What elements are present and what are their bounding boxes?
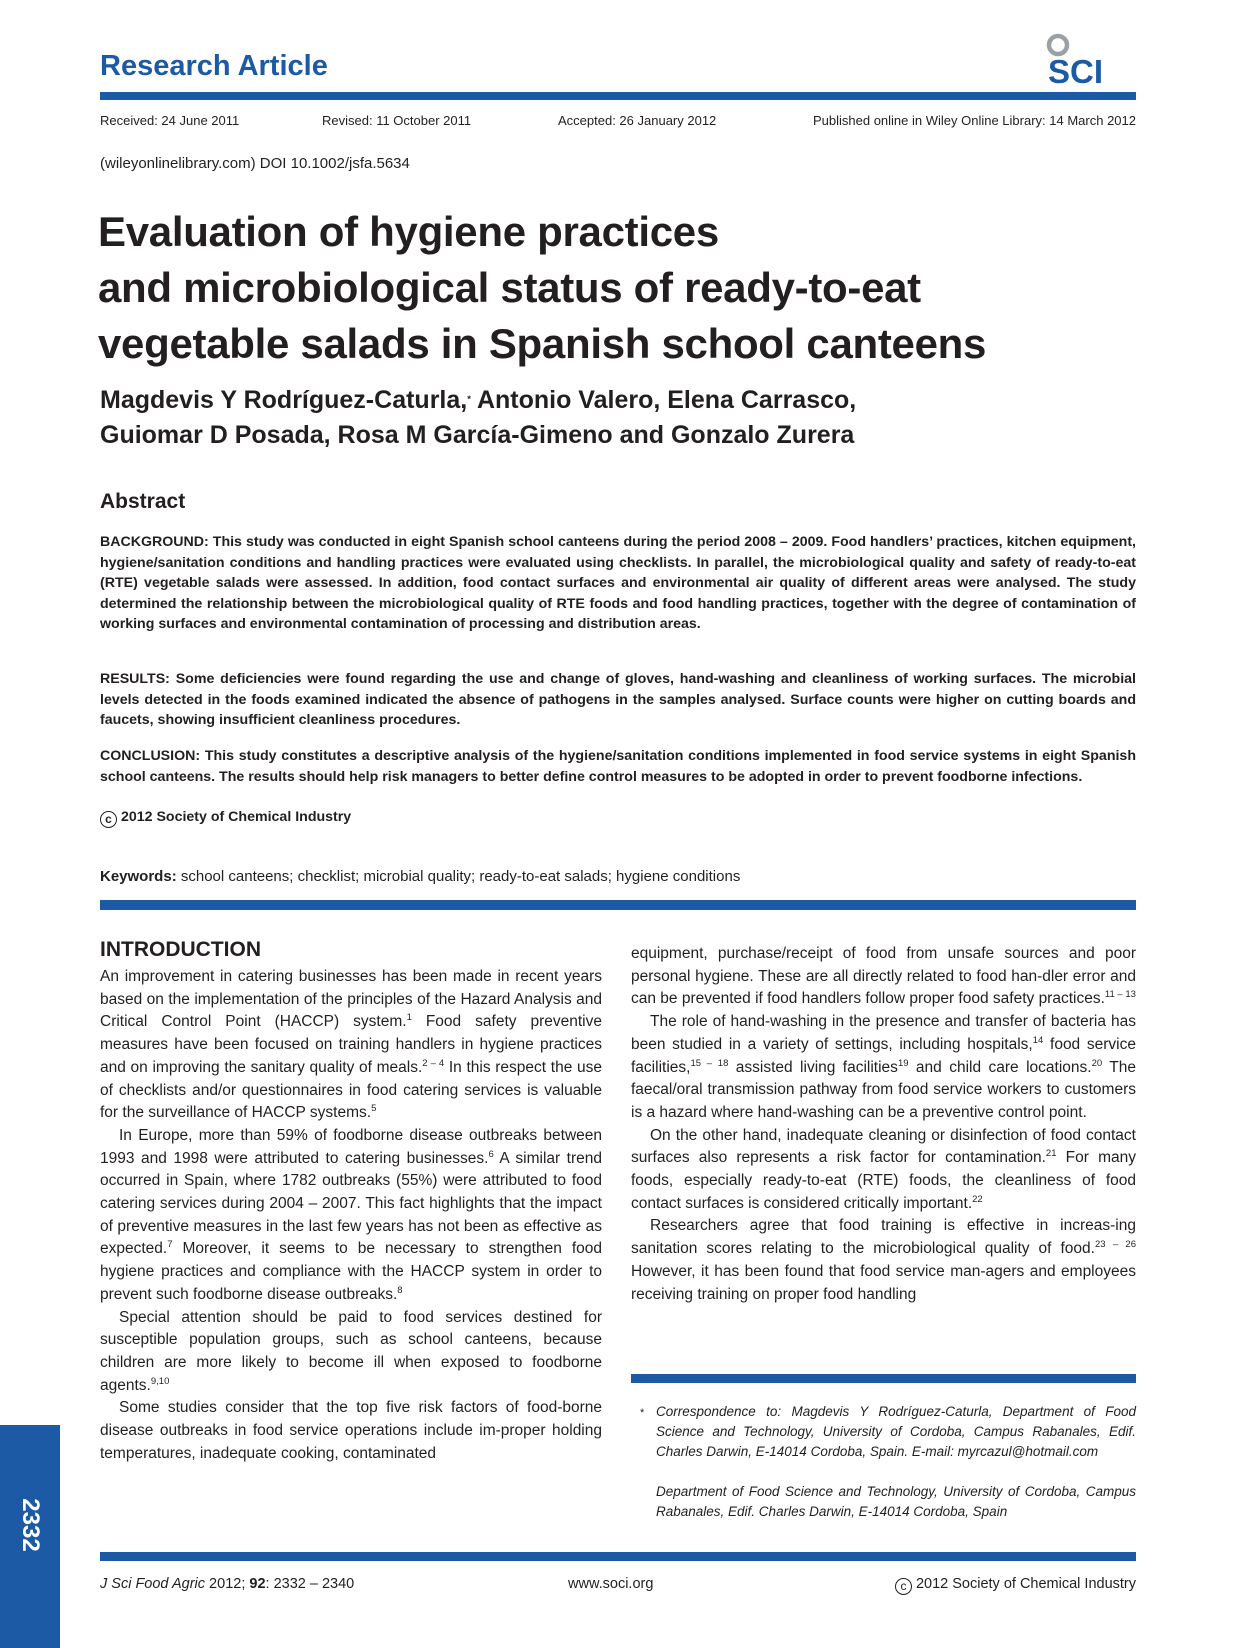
paragraph: In Europe, more than 59% of foodborne disease outbreaks between 1993 and 1998 were attributed to catering businesses.$^6$ A similar trend occurred in Spain, where 1782 outbreaks (55%) were attributed to food catering services during 2004 – 2007. This fact highlights that the impact of preventive measures in the last few years has not been as effective as expected.$^7$ Moreover, it seems to be necessary to strengthen food hygiene practices and compliance with the HACCP system in order to prevent such foodborne disease outbreaks.$^8$ — [100, 1126, 602, 1303]
corresponding-author-mark: * — [467, 394, 471, 405]
paragraph: Special attention should be paid to food services destined for susceptible population groups, such as school canteens, because children are more likely to become ill when exposed to foodborne agents.$^{9,10}$ — [100, 1308, 602, 1394]
paragraph: The role of hand-washing in the presence and transfer of bacteria has been studied in a variety of settings, including hospitals,$^{14}$ food service facilities,$^{15 - 18}$ assisted living facilities$^{19}$ and child care locations.$^{20}$ The faecal/oral transmission pathway from food service workers to customers is a hazard where hand-washing can be a preventive control point. — [631, 1013, 1136, 1121]
author-list — [100, 383, 1140, 453]
paragraph: Researchers agree that food training is effective in increas-ing sanitation scores relating to the microbiological quality of food.$^{23 - 26}$ However, it has been found that food service man-agers and employees receiving training on proper food handling — [631, 1217, 1136, 1303]
paragraph: equipment, purchase/receipt of food from unsafe sources and poor personal hygiene. These are all directly related to food han-dler error and can be prevented if food handlers follow proper food safety practices.$^{11 - 13}$ — [631, 945, 1136, 1008]
paragraph: An improvement in catering businesses has been made in recent years based on the implementation of the principles of the Hazard Analysis and Critical Control Point (HACCP) system.$^1$ Food safety preventive measures have been focused on training handlers in hygiene practices and on improving the sanitary quality of meals.$^{2 - 4}$ In this respect the use of checklists and/or questionnaires in food catering services is valuable for the surveillance of HACCP systems.$^5$ — [100, 968, 602, 1122]
revised-date: Revised: 11 October 2011 — [322, 113, 472, 128]
author-text: Guiomar D Posada, Rosa M García-Gimeno and Gonzalo Zurera — [100, 421, 855, 449]
section-rule — [100, 900, 1136, 910]
sci-logo-text: SCI — [1048, 53, 1104, 88]
copyright-text: 2012 Society of Chemical Industry — [117, 809, 352, 825]
footer-rule — [100, 1552, 1136, 1561]
copyright-symbol: c — [100, 811, 117, 828]
header-rule — [100, 92, 1136, 100]
abstract-results: RESULTS: Some deficiencies were found regarding the use and change of gloves, hand-washing and cleanliness of working surfaces. The microbial levels detected in the foods examined indicated the absence of pathogens in the samples analysed. Surface counts were higher on cutting boards and faucets, showing insufficient cleanliness procedures. — [100, 671, 1136, 728]
left-column — [100, 966, 602, 1465]
received-date: Received: 24 June 2011 — [100, 113, 240, 128]
footnote-marker: * — [640, 1407, 645, 1419]
title-line: vegetable salads in Spanish school canteens — [98, 320, 987, 367]
introduction-heading: INTRODUCTION — [100, 938, 261, 961]
sci-logo — [1036, 28, 1136, 88]
affiliation-note: Department of Food Science and Technology, University of Cordoba, Campus Rabanales, Edif. Charles Darwin, E-14014 Cordoba, Spain — [656, 1484, 1136, 1519]
footer-copyright: c 2012 Society of Chemical Industry — [895, 1576, 1136, 1595]
article-title — [98, 204, 1138, 372]
author-text: Antonio Valero, Elena Carrasco, — [470, 386, 857, 414]
keywords-text: school canteens; checklist; microbial quality; ready-to-eat salads; hygiene conditions — [176, 868, 741, 885]
article-type-label: Research Article — [100, 50, 328, 82]
article-dates — [100, 113, 1136, 131]
right-column — [631, 943, 1136, 1306]
paragraph: Some studies consider that the top five risk factors of food-borne disease outbreaks in food service operations include im-proper holding temperatures, inadequate cooking, contaminated — [100, 1399, 602, 1462]
keywords — [100, 868, 740, 885]
accepted-date: Accepted: 26 January 2012 — [558, 113, 717, 128]
title-line: Evaluation of hygiene practices — [98, 208, 719, 255]
keywords-label: Keywords: — [100, 868, 177, 885]
abstract-conclusion: CONCLUSION: This study constitutes a descriptive analysis of the hygiene/sanitation conditions implemented in food service systems in eight Spanish school canteens. The results should help risk managers to better define control measures to be adopted in order to prevent foodborne infections. — [100, 748, 1136, 785]
correspondence-note: Correspondence to: Magdevis Y Rodríguez-Caturla, Department of Food Science and Technology, University of Cordoba, Campus Rabanales, Edif. Charles Darwin, E-14014 Cordoba, Spain. E-mail: myrcazul@hotmail.com — [656, 1404, 1136, 1459]
footnote-rule — [631, 1374, 1136, 1383]
paragraph: On the other hand, inadequate cleaning or disinfection of food contact surfaces also represents a risk factor for contamination.$^{21}$ For many foods, especially ready-to-eat (RTE) foods, the cleanliness of food contact surfaces is considered critically important.$^{22}$ — [631, 1126, 1136, 1212]
abstract-copyright — [100, 807, 1136, 828]
published-date: Published online in Wiley Online Library: 14 March 2012 — [812, 113, 1136, 128]
abstract-heading: Abstract — [100, 490, 186, 513]
copyright-symbol: c — [895, 1578, 912, 1595]
author-text: Magdevis Y Rodríguez-Caturla, — [100, 386, 468, 414]
journal-volume: 92 — [249, 1576, 266, 1592]
journal-citation: J Sci Food Agric 2012; 92: 2332 – 2340 — [100, 1576, 355, 1592]
abstract-background: BACKGROUND: This study was conducted in eight Spanish school canteens during the period 2008 – 2009. Food handlers’ practices, kitchen equipment, hygiene/sanitation conditions and handling practices were evaluated using checklists. In parallel, the microbiological quality and safety of ready-to-eat (RTE) vegetable salads were assessed. In addition, food contact surfaces and environmental air quality of different areas were analysed. The study determined the relationship between the microbiological quality of RTE foods and food handling practices, together with the degree of contamination of working surfaces and environmental contamination of processing and distribution areas. — [100, 534, 1136, 632]
journal-name: J Sci Food Agric — [100, 1576, 206, 1592]
title-line: and microbiological status of ready-to-eat — [98, 264, 921, 311]
page-number: 2332 — [17, 1498, 44, 1552]
doi: (wileyonlinelibrary.com) DOI 10.1002/jsfa.5634 — [100, 155, 410, 172]
journal-website: www.soci.org — [568, 1576, 654, 1592]
